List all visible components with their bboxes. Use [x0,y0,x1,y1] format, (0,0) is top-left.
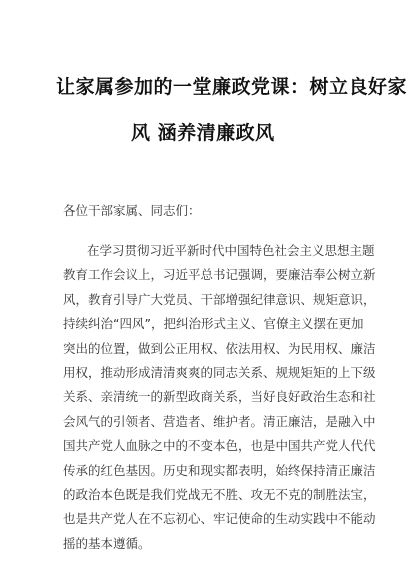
paragraph-line: 在学习贯彻习近平新时代中国特色社会主义思想主题 [87,243,375,258]
paragraph-line: 摇的基本遵循。 [63,535,151,551]
paragraph-line: 国共产党人血脉之中的不变本色，也是中国共产党人代代 [63,438,376,454]
paragraph-line: 教育工作会议上，习近平总书记强调，要廉洁奉公树立新 [63,267,376,283]
paragraph-line: 会风气的引领者、营造者、维护者。清正廉洁，是融入中 [63,413,376,429]
paragraph-line: 也是共产党人在不忘初心、牢记使命的生动实践中不能动 [63,511,376,527]
paragraph-line: 用权，推动形成清清爽爽的同志关系、规规矩矩的上下级 [63,364,376,380]
document-title-line-2: 风 涵养清廉政风 [131,122,275,144]
paragraph-line: 的政治本色既是我们党战无不胜、攻无不克的制胜法宝， [63,486,376,502]
salutation: 各位干部家属、同志们： [63,203,201,218]
document-title-line-1: 让家属参加的一堂廉政党课：树立良好家 [56,76,408,98]
paragraph-line: 风，教育引导广大党员、干部增强纪律意识、规矩意识， [63,291,376,307]
body-paragraph [63,239,376,556]
paragraph-line: 突出的位置，做到公正用权、依法用权、为民用权、廉洁 [63,340,376,356]
paragraph-line: 关系、亲清统一的新型政商关系，当好良好政治生态和社 [63,389,376,405]
paragraph-line: 持续纠治“四风”，把纠治形式主义、官僚主义摆在更加 [63,316,364,332]
paragraph-line: 传承的红色基因。历史和现实都表明，始终保持清正廉洁 [63,462,376,478]
